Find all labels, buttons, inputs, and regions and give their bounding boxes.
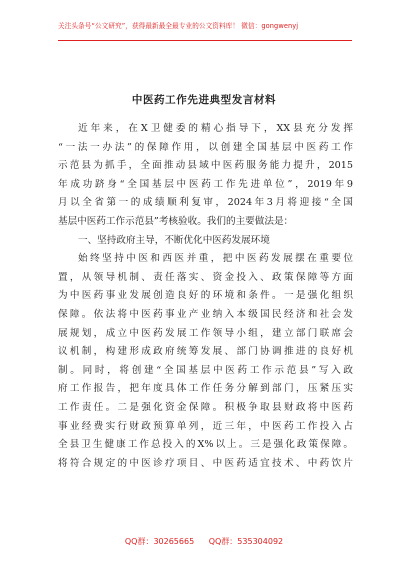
- header-banner: 关注头条号“公文研究”，获得最新最全最专业的公文资料库！ 微信：gongwenyj: [58, 22, 299, 30]
- body-line: “一法一办法”的保障作用，以创建全国基层中医药工作: [58, 141, 353, 153]
- body-line: 全县卫生健康工作总投入的X%以上。三是强化政策保障。: [58, 439, 353, 451]
- footer-qq-group-1: QQ群：30265665: [124, 537, 195, 546]
- body-line: 将符合规定的中医诊疗项目、中医药适宜技术、中药饮片: [58, 457, 353, 469]
- body-line: 基层中医药工作示范县”考核验收。我们的主要做法是：: [58, 215, 294, 227]
- header-divider: [58, 40, 352, 41]
- body-line: 为中医药事业发展创造良好的环境和条件。一是强化组织: [58, 290, 353, 302]
- body-line: 置，从领导机制、责任落实、资金投入、政策保障等方面: [58, 271, 353, 283]
- body-line: 展规划，成立中医药发展工作领导小组，建立部门联席会: [58, 327, 353, 339]
- body-line: 一、坚持政府主导，不断优化中医药发展环境: [78, 234, 270, 246]
- body-line: 制。同时，将创建“全国基层中医药工作示范县”写入政: [58, 364, 353, 376]
- body-line: 始终坚持中医和西医并重，把中医药发展摆在重要位: [78, 253, 353, 265]
- body-line: 保障。依法将中医药事业产业纳入本级国民经济和社会发: [58, 308, 353, 320]
- footer-contact: [0, 536, 408, 547]
- body-line: 府工作报告，把年度具体工作任务分解到部门，压紧压实: [58, 383, 353, 395]
- footer-qq-group-2: QQ群：535304092: [208, 537, 284, 546]
- document-body: [58, 120, 353, 473]
- body-line: 示范县为抓手，全面推动县域中医药服务能力提升，2015: [58, 160, 353, 172]
- body-line: 年成功跻身“全国基层中医药工作先进单位”，2019年9: [58, 178, 353, 190]
- body-line: 近年来，在X卫健委的精心指导下，XX县充分发挥: [78, 123, 353, 134]
- body-line: 月以全省第一的成绩顺利复审，2024年3月将迎接“全国: [58, 197, 353, 209]
- body-line: 工作责任。二是强化资金保障。积极争取县财政将中医药: [58, 401, 353, 413]
- body-line: 议机制，构建形成政府统筹发展、部门协调推进的良好机: [58, 346, 353, 358]
- body-line: 事业经费实行财政预算单列，近三年，中医药工作投入占: [58, 420, 353, 432]
- document-title: 中医药工作先进典型发言材料: [131, 94, 277, 106]
